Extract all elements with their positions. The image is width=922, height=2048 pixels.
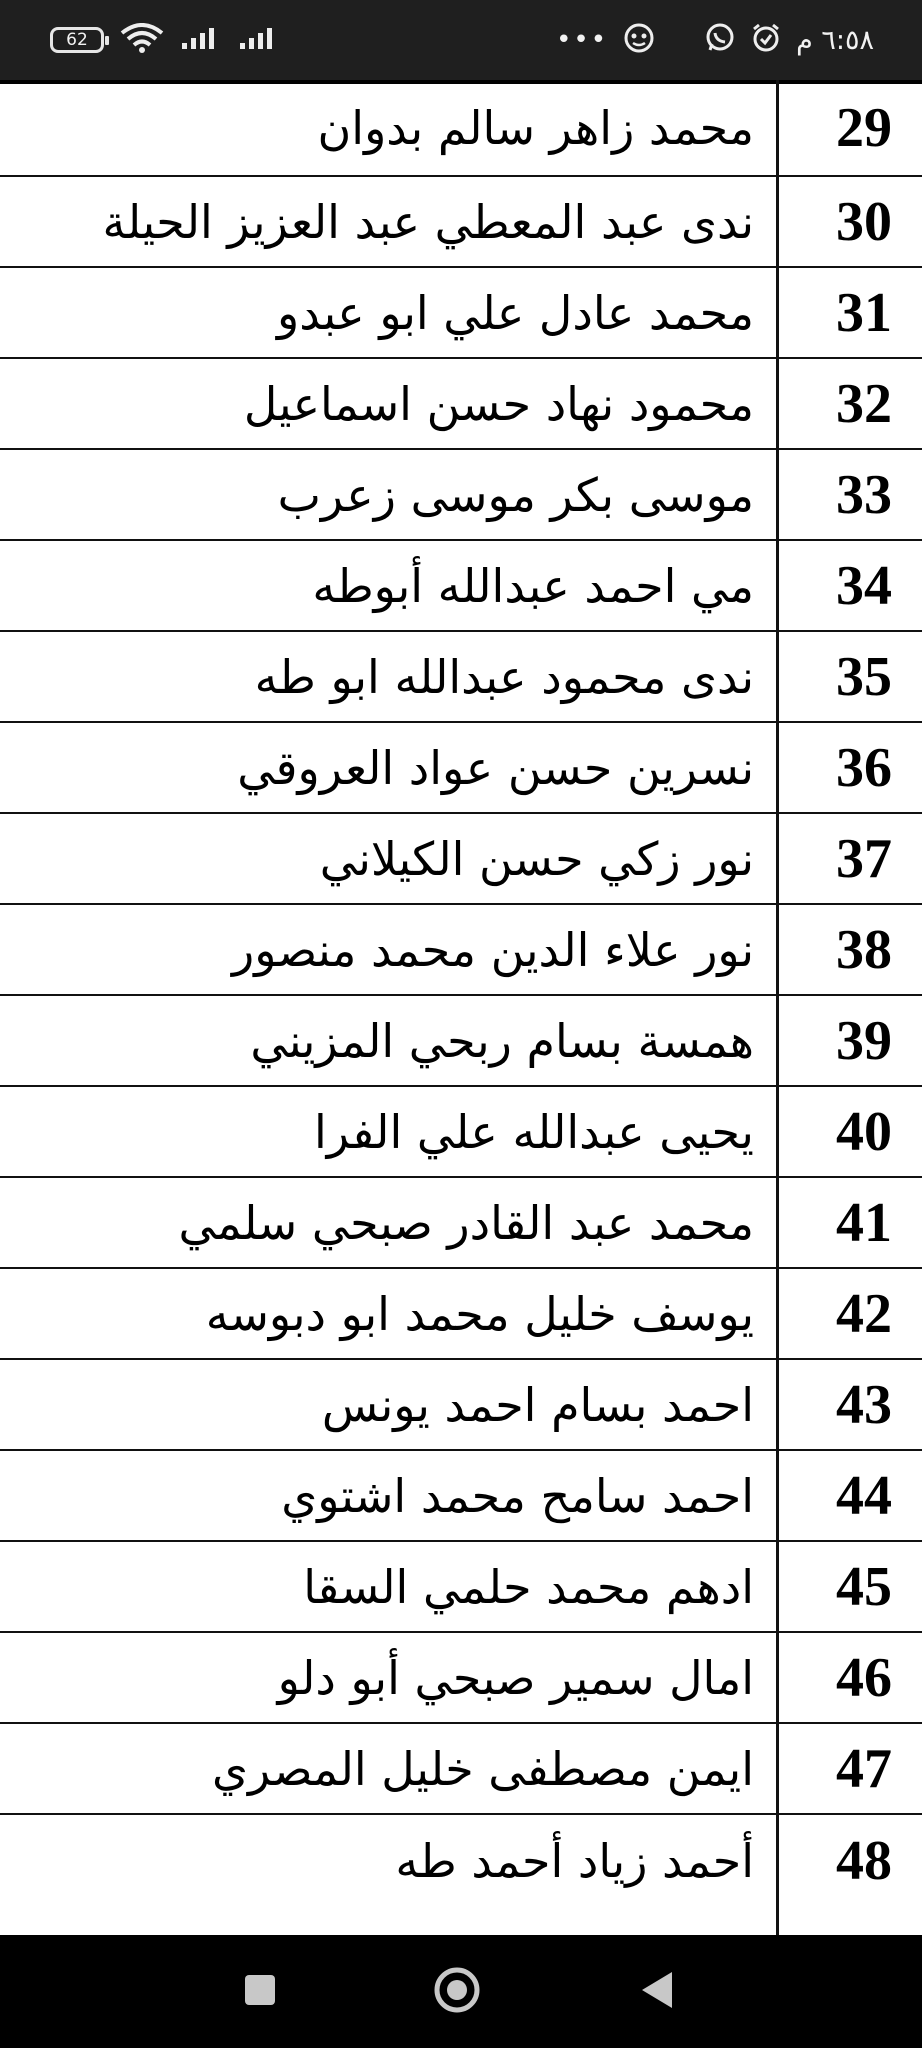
navigation-bar [0,1935,922,2048]
table-row [0,450,922,541]
wifi-icon [120,23,164,57]
row-number: 38 [836,918,892,981]
row-number: 42 [836,1282,892,1345]
student-name: ادهم محمد حلمي السقا [303,1559,754,1614]
table-row [0,723,922,814]
dots-icon: ••• [556,25,609,55]
row-number: 45 [836,1555,892,1618]
student-name: همسة بسام ربحي المزيني [250,1013,754,1068]
row-number: 30 [836,190,892,253]
row-number: 31 [836,281,892,344]
names-table [0,80,922,1935]
table-row [0,996,922,1087]
row-number: 33 [836,463,892,526]
student-name: ايمن مصطفى خليل المصري [212,1741,754,1796]
table-row [0,268,922,359]
student-name: امال سمير صبحي أبو دلو [277,1650,754,1705]
student-name: ندى عبد المعطي عبد العزيز الحيلة [102,194,754,249]
student-name: محمد عادل علي ابو عبدو [277,285,754,340]
table-row [0,632,922,723]
table-row [0,1269,922,1360]
status-right-group [556,22,874,58]
table-row [0,814,922,905]
status-left-group [50,22,280,58]
row-number: 37 [836,827,892,890]
table-row [0,1815,922,1935]
student-name: احمد بسام احمد يونس [321,1377,754,1432]
student-name: محمود نهاد حسن اسماعيل [243,376,754,431]
signal-icon [180,25,222,55]
student-name: موسى بكر موسى زعرب [277,467,754,522]
row-number: 35 [836,645,892,708]
app-notification-icon [622,21,656,59]
recents-square-icon [243,1973,277,2011]
table-row [0,1542,922,1633]
student-name: أحمد زياد أحمد طه [395,1833,754,1888]
row-number: 46 [836,1646,892,1709]
student-name: نور علاء الدين محمد منصور [231,922,754,977]
row-number: 29 [836,96,892,159]
signal-icon [238,25,280,55]
row-number: 44 [836,1464,892,1527]
back-triangle-icon [640,1970,674,2014]
student-name: احمد سامح محمد اشتوي [281,1468,754,1523]
student-name: نسرين حسن عواد العروقي [237,740,754,795]
student-name: ندى محمود عبدالله ابو طه [254,649,754,704]
table-row [0,541,922,632]
student-name: محمد زاهر سالم بدوان [317,100,754,155]
whatsapp-icon [704,22,736,58]
student-name: يحيى عبدالله علي الفرا [314,1104,754,1159]
row-number: 41 [836,1191,892,1254]
row-number: 36 [836,736,892,799]
column-divider [776,80,779,1935]
row-number: 48 [836,1829,892,1892]
recents-button[interactable] [210,1935,310,2048]
row-number: 47 [836,1737,892,1800]
row-number: 39 [836,1009,892,1072]
alarm-icon [750,22,782,58]
table-row [0,1451,922,1542]
home-circle-icon [433,1966,481,2018]
row-number: 43 [836,1373,892,1436]
status-bar [0,0,922,80]
student-name: يوسف خليل محمد ابو دبوسه [205,1286,754,1341]
table-row [0,1087,922,1178]
table-row [0,80,922,177]
table-row [0,1360,922,1451]
student-name: محمد عبد القادر صبحي سلمي [178,1195,754,1250]
table-row [0,177,922,268]
row-number: 32 [836,372,892,435]
student-name: مي احمد عبدالله أبوطه [312,558,754,613]
table-row [0,1724,922,1815]
back-button[interactable] [607,1935,707,2048]
table-row [0,1178,922,1269]
battery-icon [50,27,104,53]
clock: ٦:٥٨ م [796,24,874,56]
table-row [0,359,922,450]
table-row [0,1633,922,1724]
student-name: نور زكي حسن الكيلاني [319,831,754,886]
battery-level: 62 [66,30,88,50]
row-number: 40 [836,1100,892,1163]
home-button[interactable] [407,1935,507,2048]
row-number: 34 [836,554,892,617]
table-row [0,905,922,996]
